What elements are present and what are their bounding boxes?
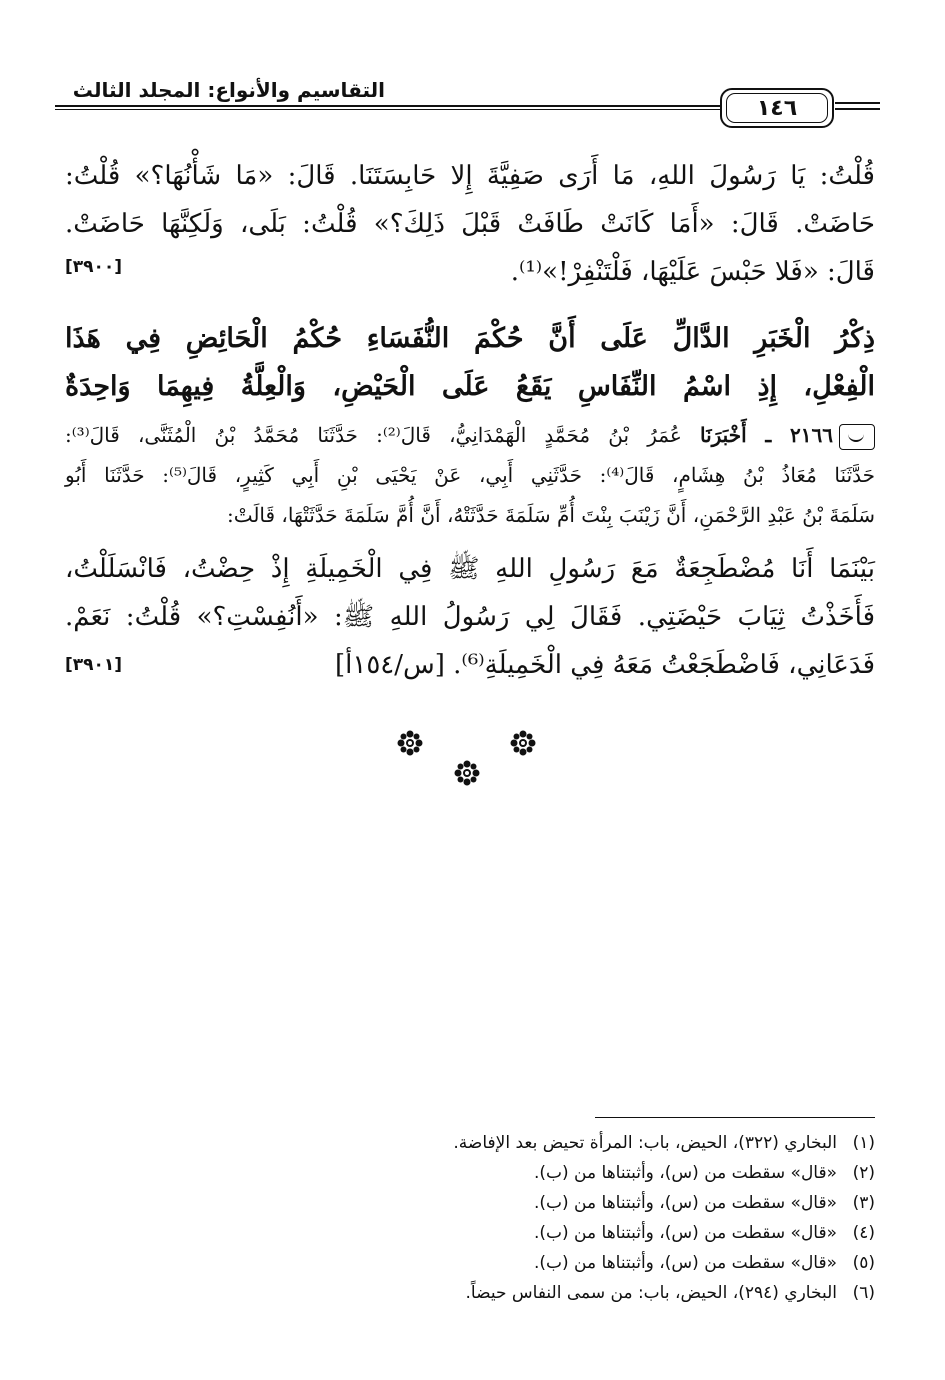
floral-ornament-icon xyxy=(510,730,536,756)
footnote-text: البخاري (٣٢٢)، الحيض، باب: المرأة تحيض بعد الإفاضة. xyxy=(453,1133,837,1153)
text-line: قُلْتُ: يَا رَسُولَ اللهِ، مَا أَرَى صَفِيَّةَ إِلا حَابِسَتَنَا. قَالَ: «مَا شَأْنُهَا؟» قُلْتُ: xyxy=(65,161,875,191)
footnote-text: البخاري (٢٩٤)، الحيض، باب: من سمى النفاس حيضاً. xyxy=(465,1283,837,1303)
isnad-line: حَدَّثَنَا مُعَاذُ بْنُ هِشَامٍ، قَالَ⁽⁴⁾: حَدَّثَنِي أَبِي، عَنْ يَحْيَى بْنِ أَبِي كَثِيرٍ، قَالَ⁽⁵⁾: حَدَّثَنَا أَبُو xyxy=(65,463,875,487)
isnad-line xyxy=(65,415,875,455)
text-line: حَاضَتْ. قَالَ: «أَمَا كَانَتْ طَافَتْ قَبْلَ ذَلِكَ؟» قُلْتُ: بَلَى، وَلَكِنَّهَا حَاضَتْ. xyxy=(65,209,875,239)
hadith-number: ٢١٦٦ ـ أَخْبَرَنَا xyxy=(699,423,834,447)
header-tail-rule xyxy=(835,102,880,104)
header-tail-rule xyxy=(835,108,880,110)
hadith-text-2 xyxy=(65,545,875,689)
page-number-frame xyxy=(720,88,834,128)
footnote-number: (٦) xyxy=(852,1283,875,1303)
hadith-number-3901: [٣٩٠١] xyxy=(65,655,123,675)
footnote xyxy=(65,1218,875,1248)
footnote-number: (٣) xyxy=(852,1193,875,1213)
page-number-inner-frame xyxy=(726,93,828,123)
footnote xyxy=(65,1188,875,1218)
footnote xyxy=(65,1128,875,1158)
footnote xyxy=(65,1278,875,1308)
footnote-number: (٤) xyxy=(852,1223,875,1243)
footnotes xyxy=(65,1128,875,1308)
text-line: قَالَ: «فَلا حَبْسَ عَلَيْهَا، فَلْتَنْفِرْ!»⁽¹⁾. xyxy=(510,257,875,287)
header-rule-thin xyxy=(55,109,720,110)
footnote-text: «قال» سقطت من (س)، وأثبتناها من (ب). xyxy=(533,1223,837,1243)
footnote-number: (٥) xyxy=(852,1253,875,1273)
hadith-marker-icon xyxy=(839,424,875,450)
text-line: فَدَعَانِي، فَاضْطَجَعْتُ مَعَهُ فِي الْخَمِيلَةِ⁽⁶⁾. [س/١٥٤أ] xyxy=(334,650,875,680)
page-header xyxy=(55,70,880,130)
chapter-heading xyxy=(65,315,875,411)
footnote xyxy=(65,1248,875,1278)
footnote-number: (٢) xyxy=(852,1163,875,1183)
header-rule xyxy=(55,105,720,107)
isnad-line: سَلَمَةَ بْنُ عَبْدِ الرَّحْمَنِ، أَنَّ زَيْنَبَ بِنْتَ أُمِّ سَلَمَةَ حَدَّثَتْهُ، أَنَّ أُمَّ سَلَمَةَ حَدَّثَتْهَا، قَالَتْ: xyxy=(226,503,875,527)
floral-ornament-icon xyxy=(454,760,480,786)
footnote-separator xyxy=(595,1117,875,1118)
isnad-paragraph xyxy=(65,415,875,535)
text-line: فَأَخَذْتُ ثِيَابَ حَيْضَتِي. فَقَالَ لِي رَسُولُ اللهِ ﷺ: «أَنُفِسْتِ؟» قُلْتُ: نَعَمْ. xyxy=(65,602,875,632)
running-title: التقاسيم والأنواع: المجلد الثالث xyxy=(72,78,385,102)
isnad-text: عُمَرُ بْنُ مُحَمَّدٍ الْهَمْدَانِيُّ، قَالَ⁽²⁾: حَدَّثَنَا مُحَمَّدُ بْنُ الْمُثَنَّى، قَالَ⁽³⁾: xyxy=(65,423,682,447)
footnote xyxy=(65,1158,875,1188)
footnote-number: (١) xyxy=(852,1133,875,1153)
heading-line: ذِكْرُ الْخَبَرِ الدَّالِّ عَلَى أَنَّ حُكْمَ النُّفَسَاءِ حُكْمُ الْحَائِضِ فِي هَذَا xyxy=(65,323,875,354)
page-number: ١٤٦ xyxy=(756,95,798,121)
footnote-text: «قال» سقطت من (س)، وأثبتناها من (ب). xyxy=(533,1253,837,1273)
floral-ornament-icon xyxy=(397,730,423,756)
footnote-text: «قال» سقطت من (س)، وأثبتناها من (ب). xyxy=(533,1163,837,1183)
hadith-text-1 xyxy=(65,152,875,296)
heading-line: الْفِعْلِ، إِذِ اسْمُ النِّفَاسِ يَقَعُ عَلَى الْحَيْضِ، وَالْعِلَّةُ فِيهِمَا وَاحِدَةٌ xyxy=(65,371,875,402)
hadith-number-3900: [٣٩٠٠] xyxy=(65,257,123,277)
footnote-text: «قال» سقطت من (س)، وأثبتناها من (ب). xyxy=(533,1193,837,1213)
text-line: بَيْنَمَا أَنَا مُضْطَجِعَةٌ مَعَ رَسُولِ اللهِ ﷺ فِي الْخَمِيلَةِ إِذْ حِضْتُ، فَانْسَلَلْتُ، xyxy=(65,554,875,584)
